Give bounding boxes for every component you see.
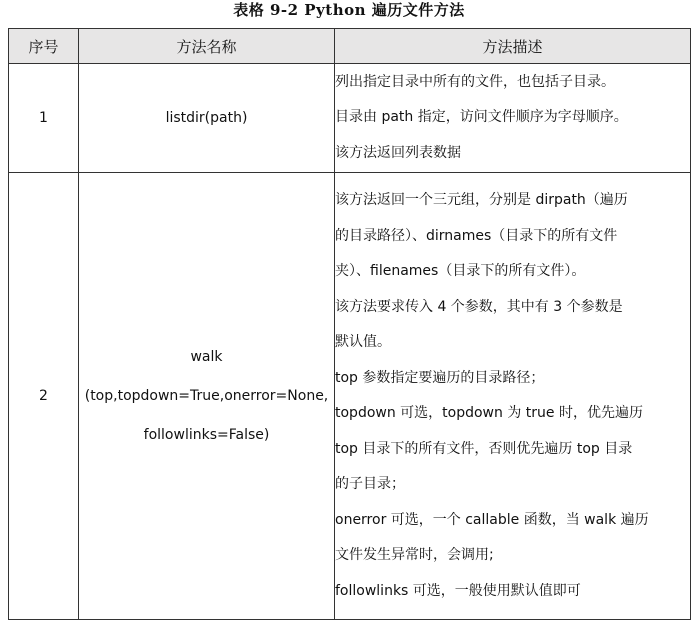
table-caption: 表格 9-2 Python 遍历文件方法 [233,1,465,19]
method-name-line: followlinks=False) [143,426,270,443]
table-row [9,64,691,173]
description-line: top 参数指定要遍历的目录路径； [335,369,545,386]
header-number: 序号 [9,29,79,64]
header-method-name: 方法名称 [79,29,335,64]
description-line: top 目录下的所有文件，否则优先遍历 top 目录 [335,440,633,457]
description-line: 该方法要求传入 4 个参数，其中有 3 个参数是 [335,298,623,315]
description-line: 默认值。 [335,334,391,350]
description-line: 该方法返回列表数据 [335,144,461,161]
method-name-line: walk [190,348,223,365]
row-number: 1 [9,64,79,173]
description-line: followlinks 可选，一般使用默认值即可 [335,582,581,599]
description-line: 列出指定目录中所有的文件，也包括子目录。 [335,73,615,90]
description-line: 夹）、filenames（目录下的所有文件）。 [335,263,586,279]
method-description-cell [335,173,691,620]
description-line: 该方法返回一个三元组，分别是 dirpath（遍历 [335,192,628,208]
header-method-description: 方法描述 [335,29,691,64]
description-line: 的子目录； [335,476,405,492]
description-line: 的目录路径）、dirnames（目录下的所有文件 [335,227,618,244]
method-name-cell [79,64,335,173]
description-line: 文件发生异常时，会调用; [335,547,494,563]
description-line: onerror 可选，一个 callable 函数，当 walk 遍历 [335,511,649,528]
method-name-line: listdir(path) [165,109,248,126]
method-name-line: (top,topdown=True,onerror=None, [84,387,329,404]
row-number: 2 [9,173,79,620]
description-line: topdown 可选，topdown 为 true 时，优先遍历 [335,405,643,421]
method-name-cell [79,173,335,620]
methods-table [8,28,691,620]
table-header-row [9,29,691,64]
table-row [9,173,691,620]
description-line: 目录由 path 指定，访问文件顺序为字母顺序。 [335,109,628,126]
method-description-cell [335,64,691,173]
